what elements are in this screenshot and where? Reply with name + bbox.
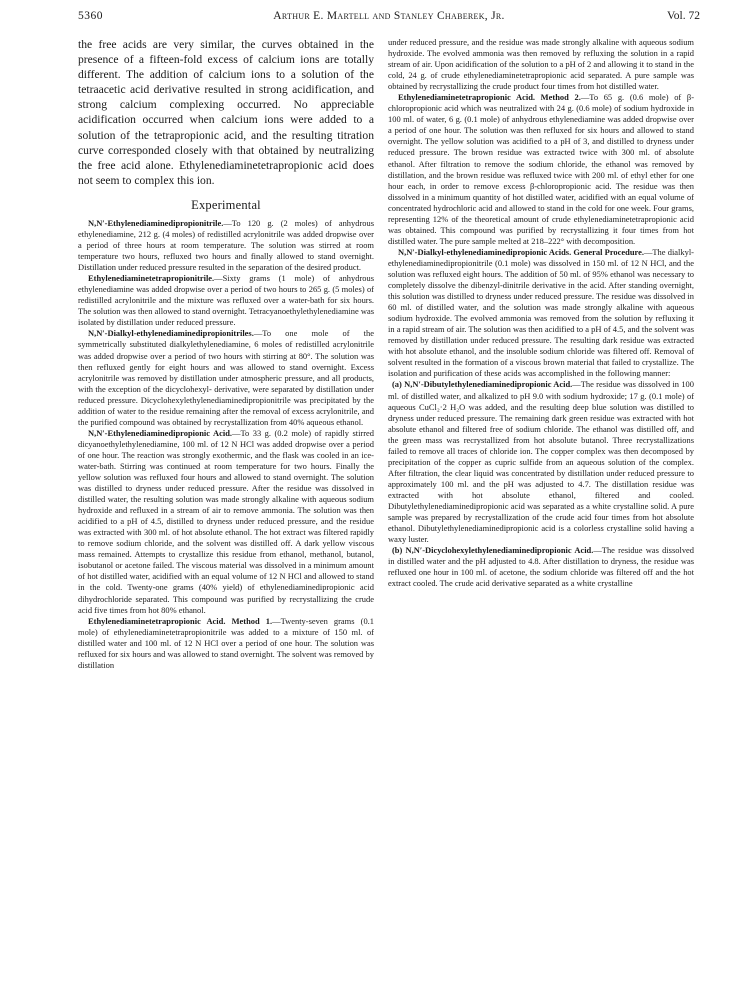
procedure-heading: Ethylenediaminetetrapropionitrile. — [88, 273, 215, 284]
running-header — [78, 10, 700, 26]
procedure-text: —Twenty-seven grams (0.1 mole) of ethylenediaminetetrapropionitrile was added to a mixture of 150 ml. of distilled water and 100 ml. of 12 N HCl over a period of one hour. The solution was refluxed for six hours and was allowed to stand overnight. The solvent was removed by distillation — [78, 615, 374, 670]
procedure-heading: N,N′-Dialkyl-ethylenediaminedipropionic Acids. General Procedure. — [398, 246, 644, 257]
left-column — [78, 37, 374, 671]
procedure-text: —The residue was dissolved in distilled water and the pH adjusted to 4.8. After distillation to dryness, the residue was refluxed one hour in 100 ml. of acetone, the sodium chloride was filtered off and the hot extract cooled. The crude acid derivative separated as a white crystalline — [388, 545, 694, 589]
right-column — [388, 37, 694, 589]
continued-paragraph: under reduced pressure, and the residue was made strongly alkaline with aqueous sodium hydroxide. The evolved ammonia was then removed by refluxing the solution in a rapid stream of air. Upon acidification of the solution to a pH of 2 and allowing it to stand in the cold, 24 g. of crude ethylenediaminetetrapropionic acid separated. A pure sample was obtained by recrystallizing the crude product four times from hot distilled water. — [388, 37, 694, 92]
procedure-heading: N,N′-Ethylenediaminedipropionic Acid. — [88, 427, 233, 438]
procedure-text: —Sixty grams (1 mole) of anhydrous ethylenediamine was added dropwise over a period of two hours to 265 g. (5 moles) of redistilled acrylonitrile and the mixture was refluxed over a water-bath for six hours. The solution was then allowed to stand overnight. Tetracyanoethylethylenediamine was isolated by distillation under reduced pressure. — [78, 273, 374, 328]
procedure-text: —To 120 g. (2 moles) of anhydrous ethylenediamine, 212 g. (4 moles) of redistilled acrylonitrile was added dropwise over a period of three hours at room temperature. The solution was stirred at room temperature two hours, refluxed two hours and finally allowed to stand overnight. Distillation under reduced pressure resulted in the separation of the desired product. — [78, 217, 374, 273]
volume-label: Vol. 72 — [666, 10, 700, 22]
procedure-paragraph — [388, 545, 694, 589]
procedure-paragraph — [78, 218, 374, 273]
procedure-heading: Ethylenediaminetetrapropionic Acid. Method 2. — [398, 92, 581, 103]
procedure-text: —The residue was dissolved in 100 ml. of distilled water, and alkalized to pH 9.0 with sodium hydroxide; 17 g. (0.1 mole) of aqueous CuCl₂·2 H₂O was added, and the resulting deep blue solution was distilled to dryness under reduced pressure. The remaining dark green residue was extracted with hot absolute ethanol and filtered free of sodium chloride. The ethanol was distilled off, and the green mass was recrystallized from hot absolute butanol. Three recrystallizations failed to remove all traces of chloride ion. The copper complex was then decomposed by precipitation of the copper as cupric sulfide from an aqueous solution of the complex. After filtration, the clear liquid was concentrated by distillation under reduced pressure to approximately 100 ml. and the pH was adjusted to 4.7. The distillation residue was extracted with hot absolute ethanol, filtered and cooled. Dibutylethylenediaminedipropionic acid was separated as a white crystalline solid. A pure sample was prepared by recrystallization of the crude acid four times from hot absolute ethanol. Dibutylethylenediaminedipropionic acid is a colorless crystalline solid having a waxy luster. — [388, 379, 694, 545]
procedure-text: —To 33 g. (0.2 mole) of rapidly stirred dicyanoethylethylenediamine, 100 ml. of 12 N HCl was added dropwise over a period of one hour. The reaction was strongly exothermic, and the flask was cooled in an ice-water-bath. Stirring was continued at room temperature for two hours. Finally the yellow solution was refluxed four hours and allowed to stand overnight. The solution was distilled to dryness under reduced pressure. After the residue was dissolved in distilled water, the resulting solution was made strongly alkaline with aqueous sodium hydroxide and refluxed in a stream of air to remove ammonia. The solution was then acidified to a pH of 4.5, distilled to dryness under reduced pressure, and the residue was extracted with 300 ml. of hot absolute ethanol. The hot extract was filtered rapidly to remove sodium chloride, and the solvent was distilled off. A dark yellow viscous mass remained. Attempts to crystallize this residue from ethanol, methanol, butanol, isobutanol or acetone failed. The viscous material was dissolved in a minimum amount of hot distilled water, acidified with an equal volume of 12 N HCl and allowed to stand in the cold. Twenty-one grams (40% yield) of ethylenediaminedipropionic acid dihydrochloride separated. This compound was purified by recrystallizing the crude acid five times from hot 80% ethanol. — [78, 427, 374, 615]
section-title: Experimental — [191, 197, 261, 212]
procedure-heading: N,N′-Ethylenediaminedipropionitrile. — [88, 217, 224, 228]
procedure-heading: (b) N,N′-Dicyclohexylethylenediaminedipropionic Acid. — [392, 545, 594, 556]
procedure-paragraph — [388, 247, 694, 380]
procedure-paragraph — [388, 92, 694, 247]
procedure-paragraph — [388, 379, 694, 545]
procedure-text: —To 65 g. (0.6 mole) of β-chloropropionic acid which was neutralized with 24 g. (0.6 mole) of sodium hydroxide in 100 ml. of water, 6 g. (0.1 mole) of anhydrous ethylenediamine was added dropwise over a period of one hour. The solution was then refluxed for six hours and allowed to stand overnight. The yellow solution was acidified to a pH of 3, and distilled to dryness under reduced pressure. The brown residue was extracted twice with 300 ml. of absolute ethanol. After filtration to remove the sodium chloride, the ethanol was removed by distillation, and the brown residue was refluxed twice with 200 ml. of ethyl ether for one hour each, in order to remove excess β-chloropropionic acid. The residue was then dissolved in a minimum quantity of hot distilled water, acidified with an equal volume of concentrated hydrochloric acid and allowed to stand in the cold for one week. Four grams, representing 12% of the theoretical amount of crude ethylenediaminetetrapropionic acid was obtained. This compound was purified by recrystallizing it four times from hot distilled water. The pure sample melted at 218–222° with decomposition. — [388, 92, 695, 246]
procedure-paragraph — [78, 428, 374, 616]
procedure-heading: (a) N,N′-Dibutylethylenediaminedipropionic Acid. — [392, 379, 573, 390]
page-number: 5360 — [78, 10, 103, 22]
procedure-paragraph — [78, 616, 374, 671]
procedure-heading: N,N′-Dialkyl-ethylenediaminedipropionitriles. — [88, 328, 254, 339]
procedure-paragraph — [78, 328, 374, 427]
intro-paragraph: the free acids are very similar, the curves obtained in the presence of a fifteen-fold excess of calcium ions are totally different. The addition of calcium ions to a solution of the tetraacetic acid derivative resulted in strong acidification, and strong calcium complexing occurred. No appreciable acidification occurred when calcium ions were added to a solution of the tetrapropionic acid, and the resulting titration curve corresponded closely with that obtained by neutralizing the free acid alone. Ethylenediaminetetrapropionic acid does not seem to complex this ion. — [78, 38, 374, 187]
running-head-authors: Arthur E. Martell and Stanley Chaberek, Jr. — [273, 10, 505, 22]
procedure-text: —The dialkyl-ethylenediaminedipropionitrile (0.1 mole) was dissolved in 150 ml. of 12 N HCl, and the solution was refluxed eight hours. The addition of 50 ml. of 95% ethanol was necessary to completely dissolve the dibenzyl-dinitrile derivative in the acid. After standing overnight, this solution was distilled to dryness under reduced pressure. The residue was dissolved in 60 ml. of distilled water, and the solution was made strongly alkaline with aqueous sodium hydroxide. The evolved ammonia was removed from the solution by refluxing it in a rapid stream of air. The solution was then acidified to a pH of 4.5, and the solvent was removed by distillation under reduced pressure. The resulting dark residue was extracted with hot absolute ethanol, and the insoluble sodium chloride was filtered off. Removal of solvent resulted in the formation of a viscous brown material that failed to crystallize. The isolation and purification of these acids was accomplished in the following manner: — [388, 246, 694, 379]
procedure-heading: Ethylenediaminetetrapropionic Acid. Method 1. — [88, 615, 273, 626]
procedure-paragraph — [78, 273, 374, 328]
procedure-text: —To one mole of the symmetrically substituted dialkylethylenediamine, 6 moles of redistilled acrylonitrile was added dropwise over a period of two hours with stirring at 80°. The solution was then refluxed gently for eight hours and was allowed to stand overnight. Excess acrylonitrile was removed by distillation under atmospheric pressure, and all products, with the exception of the dicyclohexyl- derivative, were separated by distillation under reduced pressure. Dicyclohexylethylenediaminedipropionitrile was precipitated by the addition of water to the residue remaining after the removal of excess acrylonitrile, and the purified compound was obtained by recrystallization from 40% aqueous ethanol. — [78, 328, 374, 427]
